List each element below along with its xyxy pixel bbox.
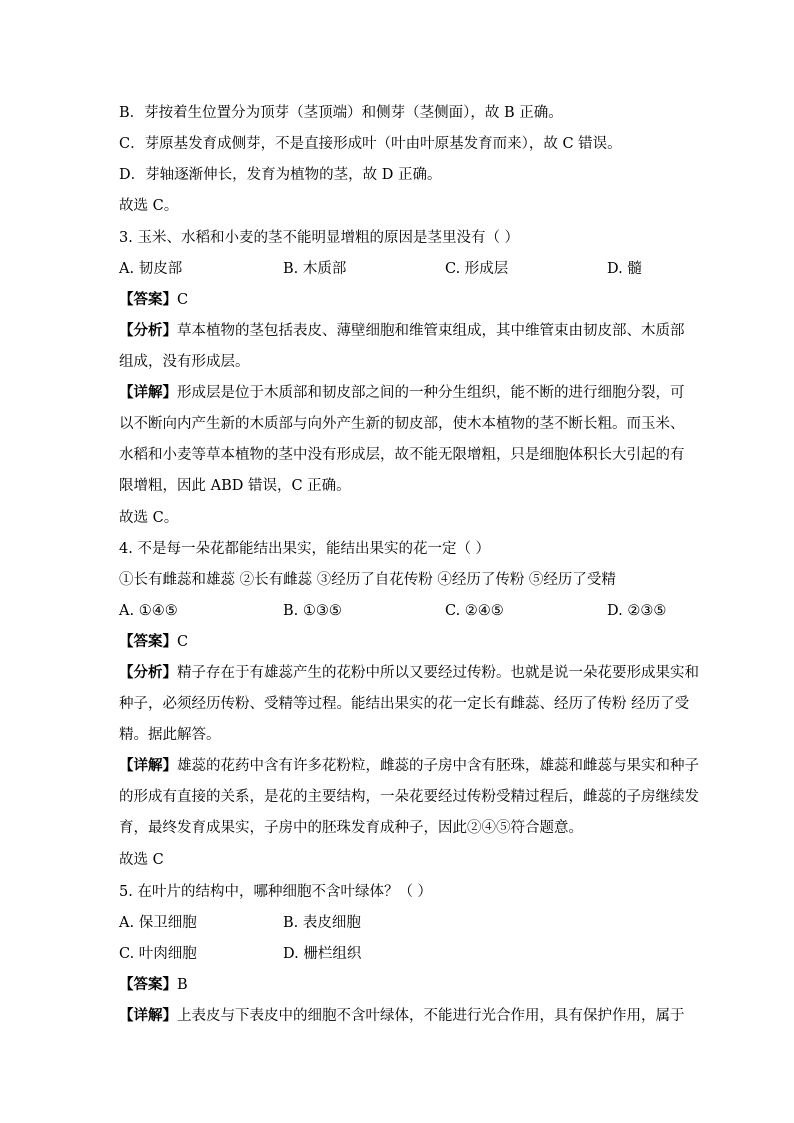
q5-option-d: D. 栅栏组织 <box>283 946 362 962</box>
detail-tag: 【详解】 <box>119 757 177 774</box>
q5-option-c: C. 叶肉细胞 <box>119 946 197 962</box>
q4-detail <box>119 750 699 844</box>
option-b-explanation: B．芽按着生位置分为顶芽（茎顶端）和侧芽（茎侧面），故 B 正确。 <box>119 105 563 121</box>
question-5-stem: 5. 在叶片的结构中，哪种细胞不含叶绿体？（ ） <box>119 884 433 900</box>
option-d-explanation: D．芽轴逐渐伸长，发育为植物的茎，故 D 正确。 <box>119 167 442 183</box>
detail-line: 限增粗，因此 ABD 错误，C 正确。 <box>119 478 351 494</box>
q5-answer <box>119 975 188 995</box>
q3-option-b: B. 木质部 <box>283 261 347 277</box>
answer-value: C <box>177 634 189 650</box>
analysis-line: 精子存在于有雄蕊产生的花粉中所以又要经过传粉。也就是说一朵花要形成果实和 <box>177 665 699 681</box>
q3-analysis <box>119 315 685 378</box>
q3-option-c: C. 形成层 <box>445 261 509 277</box>
conclusion-q2: 故选 C。 <box>119 198 179 214</box>
detail-line: 形成层是位于木质部和韧皮部之间的一种分生组织，能不断的进行细胞分裂，可 <box>177 385 685 401</box>
answer-tag: 【答案】 <box>119 291 177 308</box>
analysis-line: 组成，没有形成层。 <box>119 354 250 370</box>
question-4-stem: 4. 不是每一朵花都能结出果实，能结出果实的花一定（ ） <box>119 541 491 557</box>
q4-choices: ①长有雌蕊和雄蕊 ②长有雌蕊 ③经历了自花传粉 ④经历了传粉 ⑤经历了受精 <box>119 572 616 588</box>
detail-line: 雄蕊的花药中含有许多花粉粒，雌蕊的子房中含有胚珠，雄蕊和雌蕊与果实和种子 <box>177 758 699 774</box>
answer-value: B <box>177 977 188 993</box>
q4-option-c: C. ②④⑤ <box>445 603 504 619</box>
q4-analysis <box>119 657 699 751</box>
analysis-line: 精。据此解答。 <box>119 727 221 743</box>
detail-tag: 【详解】 <box>119 384 177 401</box>
q5-detail <box>119 1000 685 1032</box>
analysis-line: 草本植物的茎包括表皮、薄壁细胞和维管束组成，其中维管束由韧皮部、木质部 <box>177 323 685 339</box>
conclusion-q4: 故选 C <box>119 852 164 868</box>
answer-tag: 【答案】 <box>119 976 177 993</box>
answer-tag: 【答案】 <box>119 633 177 650</box>
q4-answer <box>119 632 188 652</box>
answer-value: C <box>177 292 189 308</box>
detail-line: 水稻和小麦等草本植物的茎中没有形成层，故不能无限增粗，只是细胞体积长大引起的有 <box>119 447 685 463</box>
q4-option-a: A. ①④⑤ <box>119 603 178 619</box>
detail-tag: 【详解】 <box>119 1007 177 1024</box>
q3-answer <box>119 290 188 310</box>
q4-option-d: D. ②③⑤ <box>607 603 667 619</box>
analysis-tag: 【分析】 <box>119 322 177 339</box>
q5-option-b: B. 表皮细胞 <box>283 915 361 931</box>
q3-detail <box>119 377 685 502</box>
conclusion-q3: 故选 C。 <box>119 510 179 526</box>
detail-line: 育，最终发育成果实，子房中的胚珠发育成种子，因此②④⑤符合题意。 <box>119 820 583 836</box>
analysis-tag: 【分析】 <box>119 664 177 681</box>
q5-option-a: A. 保卫细胞 <box>119 915 197 931</box>
detail-line: 上表皮与下表皮中的细胞不含叶绿体，不能进行光合作用，具有保护作用，属于 <box>177 1008 685 1024</box>
option-c-explanation: C．芽原基发育成侧芽，不是直接形成叶（叶由叶原基发育而来），故 C 错误。 <box>119 136 622 152</box>
q4-option-b: B. ①③⑤ <box>283 603 342 619</box>
question-3-stem: 3. 玉米、水稻和小麦的茎不能明显增粗的原因是茎里没有（ ） <box>119 230 520 246</box>
q3-option-a: A. 韧皮部 <box>119 261 183 277</box>
detail-line: 以不断向内产生新的木质部与向外产生新的韧皮部，使木本植物的茎不断长粗。而玉米、 <box>119 416 685 432</box>
q3-option-d: D. 髓 <box>607 261 642 277</box>
analysis-line: 种子，必须经历传粉、受精等过程。能结出果实的花一定长有雌蕊、经历了传粉 经历了受 <box>119 696 690 712</box>
detail-line: 的形成有直接的关系，是花的主要结构，一朵花要经过传粉受精过程后，雌蕊的子房继续发 <box>119 789 699 805</box>
